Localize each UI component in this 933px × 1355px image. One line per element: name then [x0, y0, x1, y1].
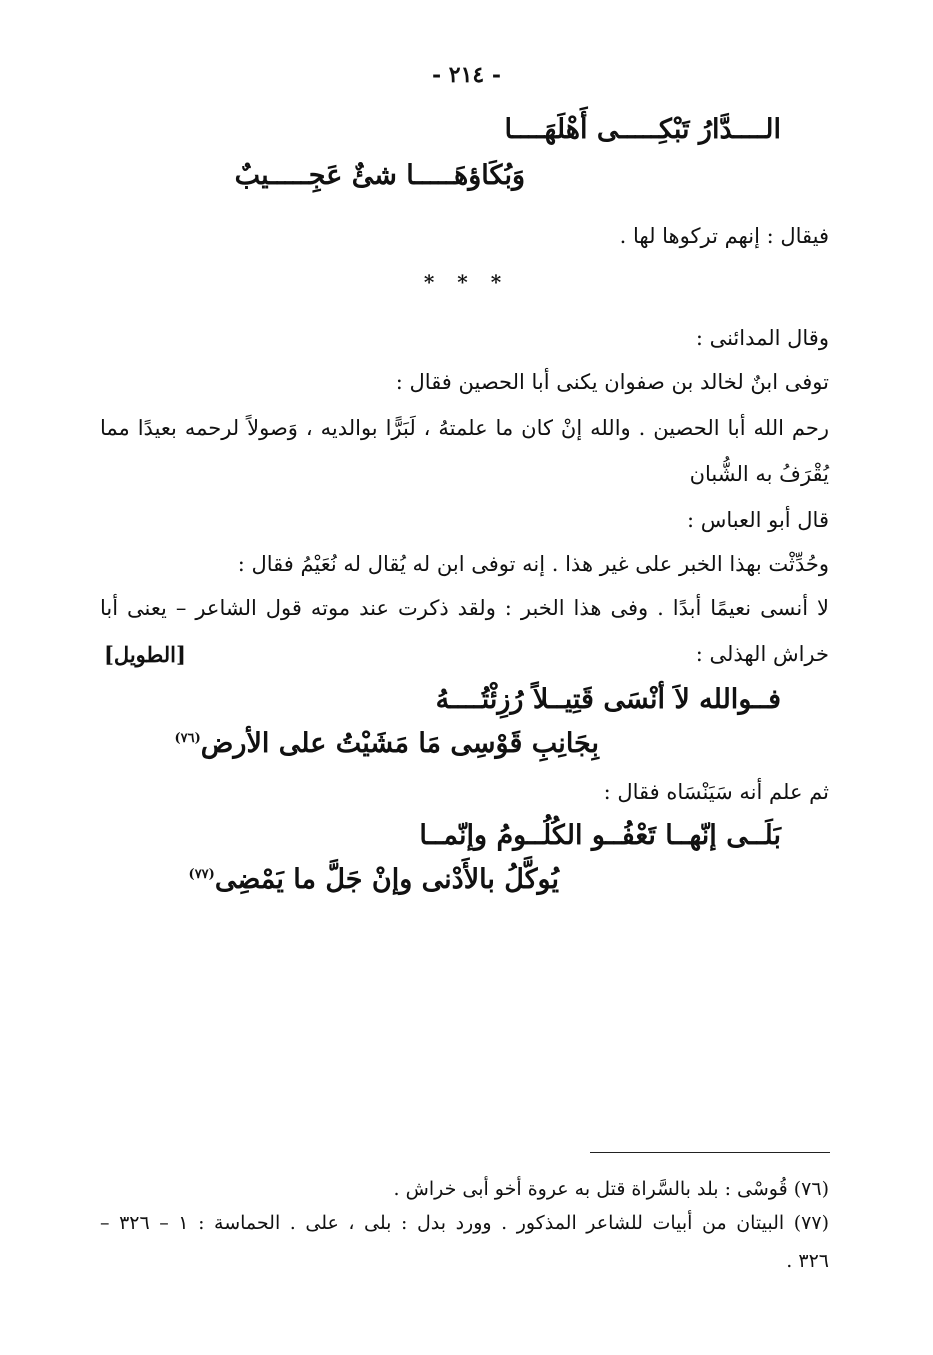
- para2-line1: وحُدِّثْت بهذا الخبر على غير هذا . إنه توفى ابن له يُقال له نُعَيْمُ فقال :: [237, 552, 829, 576]
- verse3-hemistich1: بَلَــى إنّهــا تَعْفُــو الكُلُــومُ وإنّمــا: [419, 820, 781, 851]
- answer-line: فيقال : إنهم تركوها لها .: [619, 224, 829, 248]
- verse1-hemistich2: وَبُكَاؤهَـــــا شئٌ عَجِـــــيبٌ: [234, 160, 525, 191]
- section-separator: * * *: [423, 270, 510, 294]
- verse3-hemistich2: [189, 864, 559, 895]
- footnote-ref-77: (٧٧): [188, 867, 215, 882]
- para2-line3: خراش الهذلى :: [695, 642, 829, 666]
- para1-intro: وقال المدائنى :: [695, 326, 829, 350]
- footnote-77-line2: ٣٢٦ .: [786, 1250, 829, 1272]
- verse3-hemistich2-text: يُوكَّلُ بالأَدْنى وإنْ جَلَّ ما يَمْضِى: [214, 864, 559, 895]
- page-number: - ٢١٤ -: [431, 62, 502, 88]
- verse2-hemistich2: [175, 728, 600, 759]
- para1-line1: توفى ابنٌ لخالد بن صفوان يكنى أبا الحصين فقال :: [395, 370, 829, 394]
- footnote-76: (٧٦) قُوسْى : بلد بالسَّراة قتل به عروة أخو أبى خراش .: [393, 1178, 829, 1200]
- then-line: ثم علم أنه سَيَنْسَاه فقال :: [603, 780, 829, 804]
- para1-line2: رحم الله أبا الحصين . والله إنْ كان ما علمتهُ ، لَبَرًّا بوالديه ، وَصولاً لرحمه بعيدًا مما: [100, 416, 829, 440]
- footnote-divider: [590, 1152, 830, 1153]
- verse1-hemistich1: الــــدَّارُ تَبْكِـــــى أَهْلَهَــــا: [504, 114, 781, 145]
- footnote-ref-76: (٧٦): [174, 731, 201, 746]
- verse2-hemistich1: فــوالله لاَ أنْسَى قَتِيــلاً رُزِئْتُــــهُ: [435, 684, 781, 715]
- meter-label: [الطويل]: [104, 642, 186, 667]
- verse2-hemistich2-text: بِجَانِبِ قَوْسِى مَا مَشَيْتُ على الأرض: [200, 728, 599, 759]
- para1-line3: يُقْرَفُ به الشُّبان: [689, 462, 829, 486]
- para2-intro: قال أبو العباس :: [686, 508, 829, 532]
- para2-line2: لا أنسى نعيمًا أبدًا . وفى هذا الخبر : ولقد ذكرت عند موته قول الشاعر – يعنى أبا: [100, 596, 829, 620]
- footnote-77-line1: (٧٧) البيتان من أبيات للشاعر المذكور . وورد بدل : بلى ، على . الحماسة : ١ – ٣٢٦ –: [100, 1212, 830, 1234]
